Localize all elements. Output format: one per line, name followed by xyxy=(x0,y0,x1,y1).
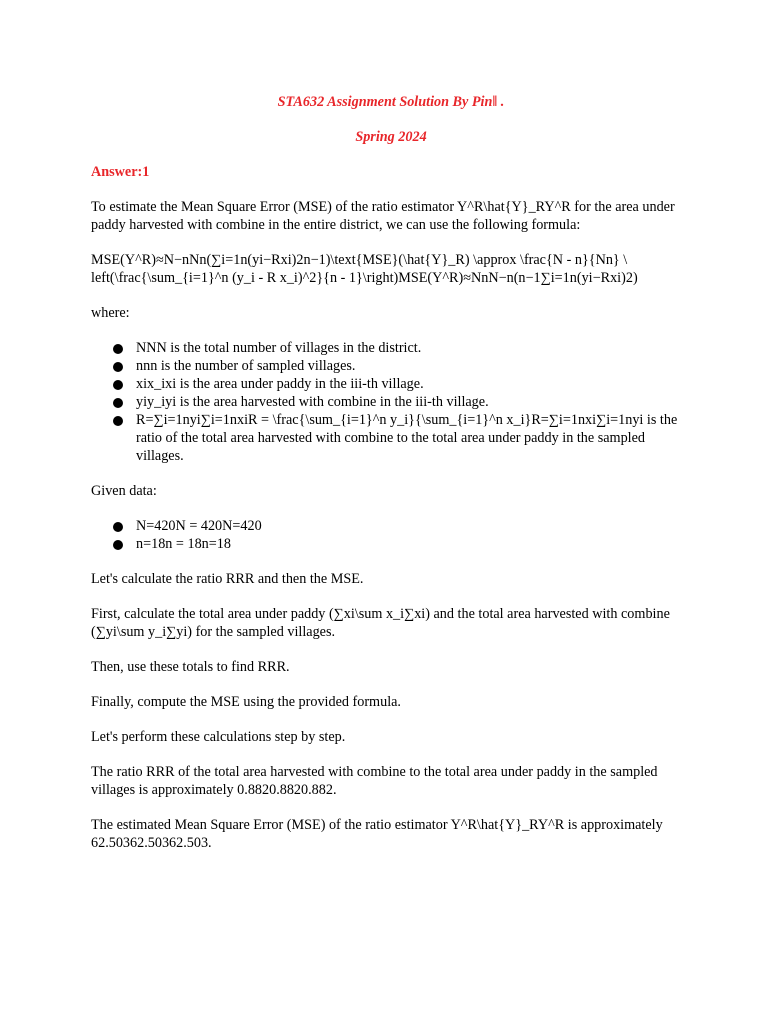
list-item xyxy=(136,357,691,375)
bullet-icon xyxy=(113,540,123,550)
list-item-text: R=∑i=1nyi∑i=1nxiR = \frac{\sum_{i=1}^n y_i}{\sum_{i=1}^n x_i}R=∑i=1nxi∑i=1nyi is the ratio of the total area harvested with combine to the total area under paddy in the sampled villages. xyxy=(136,412,678,464)
bullet-icon xyxy=(113,522,123,532)
answer-label: Answer:1 xyxy=(91,164,150,180)
given-label: Given data: xyxy=(91,483,157,499)
mse-result-paragraph: The estimated Mean Square Error (MSE) of the ratio estimator Y^R\hat{Y}_RY^R is approximately 62.50362.50362.503. xyxy=(91,817,663,851)
list-item-text: n=18n = 18n=18 xyxy=(136,536,231,552)
step-paragraph: Then, use these totals to find RRR. xyxy=(91,659,290,675)
ratio-result-paragraph: The ratio RRR of the total area harvested with combine to the total area under paddy in the sampled villages is approximately 0.8820.8820.882. xyxy=(91,764,658,798)
document-title: STA632 Assignment Solution By Pin‖ . xyxy=(277,94,505,110)
step-paragraph: Finally, compute the MSE using the provided formula. xyxy=(91,694,401,710)
list-item xyxy=(136,517,691,535)
bullet-icon xyxy=(113,416,123,426)
document-page xyxy=(91,93,691,852)
bullet-icon xyxy=(113,398,123,408)
list-item-text: N=420N = 420N=420 xyxy=(136,518,262,534)
given-list xyxy=(91,517,691,553)
bullet-icon xyxy=(113,380,123,390)
list-item-text: nnn is the number of sampled villages. xyxy=(136,358,356,374)
bullet-icon xyxy=(113,362,123,372)
where-label: where: xyxy=(91,305,130,321)
list-item-text: NNN is the total number of villages in the district. xyxy=(136,340,422,356)
list-item xyxy=(136,535,691,553)
document-semester: Spring 2024 xyxy=(355,129,427,145)
list-item-text: yiy_iyi is the area harvested with combine in the iii-th village. xyxy=(136,394,489,410)
step-paragraph: First, calculate the total area under paddy (∑xi\sum x_i∑xi) and the total area harvested with combine (∑yi\sum y_i∑yi) for the sampled villages. xyxy=(91,606,670,640)
step-paragraph: Let's perform these calculations step by step. xyxy=(91,729,346,745)
list-item xyxy=(136,411,691,465)
definitions-list xyxy=(91,339,691,465)
list-item xyxy=(136,339,691,357)
bullet-icon xyxy=(113,344,123,354)
formula-paragraph: MSE(Y^R)≈N−nNn(∑i=1n(yi−Rxi)2n−1)\text{MSE}(\hat{Y}_R) \approx \frac{N - n}{Nn} \ left(\frac{\sum_{i=1}^n (y_i - R x_i)^2}{n - 1}\right)MSE(Y^R)≈NnN−n(n−1∑i=1n(yi−Rxi)2) xyxy=(91,252,638,286)
list-item xyxy=(136,375,691,393)
list-item-text: xix_ixi is the area under paddy in the iii-th village. xyxy=(136,376,424,392)
intro-paragraph: To estimate the Mean Square Error (MSE) of the ratio estimator Y^R\hat{Y}_RY^R for the area under paddy harvested with combine in the entire district, we can use the following formula: xyxy=(91,199,675,233)
list-item xyxy=(136,393,691,411)
step-paragraph: Let's calculate the ratio RRR and then the MSE. xyxy=(91,571,364,587)
